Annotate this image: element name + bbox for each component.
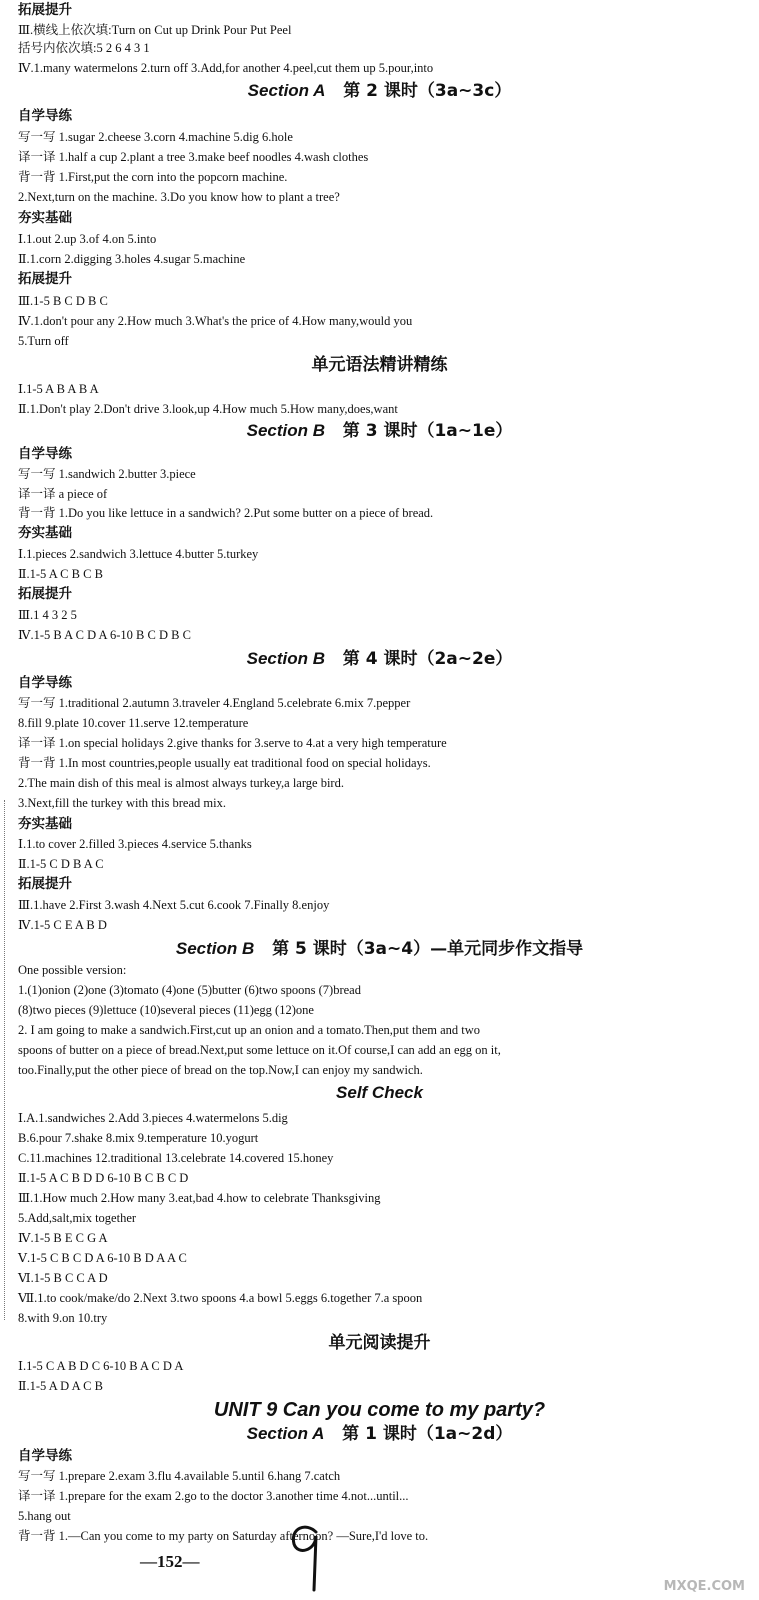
answer-line: Ⅳ.1.don't pour any 2.How much 3.What's the price of 4.How many,would you: [18, 314, 413, 328]
answer-line: 5.Add,salt,mix together: [18, 1211, 137, 1225]
answer-line: 背一背 1.First,put the corn into the popcorn machine.: [18, 170, 288, 184]
heading-extend: 拓展提升: [18, 271, 72, 287]
answer-line: Ⅶ.1.to cook/make/do 2.Next 3.two spoons 4.a bowl 5.eggs 6.together 7.a spoon: [18, 1291, 423, 1305]
page-number: —152—: [140, 1552, 200, 1571]
answer-line: C.11.machines 12.traditional 13.celebrate 14.covered 15.honey: [18, 1151, 334, 1165]
heading-self-study: 自学导练: [18, 446, 72, 462]
margin-dotted-line: [4, 800, 5, 1320]
answer-line: Ⅲ.横线上依次填:Turn on Cut up Drink Pour Put Peel: [18, 23, 292, 37]
answer-line: 8.with 9.on 10.try: [18, 1311, 108, 1325]
handwritten-nine-mark: [286, 1520, 326, 1598]
answer-line: Ⅱ.1-5 A C B C B: [18, 567, 103, 581]
unit-title: UNIT 9 Can you come to my party?: [213, 1399, 546, 1421]
answer-line: Ⅱ.1-5 A C B D D 6-10 B C B C D: [18, 1171, 189, 1185]
section-title: Section B 第 4 课时（2a~2e）: [246, 649, 513, 669]
answer-line: 背一背 1.Do you like lettuce in a sandwich? 2.Put some butter on a piece of bread.: [18, 506, 434, 520]
heading-extend: 拓展提升: [18, 586, 72, 602]
answer-line: One possible version:: [18, 963, 127, 977]
answer-line: Ⅰ.1-5 A B A B A: [18, 382, 99, 396]
answer-line: 译一译 1.on special holidays 2.give thanks for 3.serve to 4.at a very high temperature: [18, 736, 447, 750]
heading-basics: 夯实基础: [18, 525, 72, 541]
heading-self-study: 自学导练: [18, 1448, 72, 1464]
answer-line: 2.Next,turn on the machine. 3.Do you know how to plant a tree?: [18, 190, 340, 204]
answer-line: 2. I am going to make a sandwich.First,cut up an onion and a tomato.Then,put them and two: [18, 1023, 481, 1037]
answer-line: Ⅲ.1.How much 2.How many 3.eat,bad 4.how to celebrate Thanksgiving: [18, 1191, 381, 1205]
answer-line: 译一译 1.prepare for the exam 2.go to the doctor 3.another time 4.not...until...: [18, 1489, 409, 1503]
section-title-grammar: 单元语法精讲精练: [311, 355, 448, 375]
answer-line: 译一译 1.half a cup 2.plant a tree 3.make beef noodles 4.wash clothes: [18, 150, 369, 164]
heading-extend: 拓展提升: [18, 876, 72, 892]
answer-line: 1.(1)onion (2)one (3)tomato (4)one (5)butter (6)two spoons (7)bread: [18, 983, 361, 997]
section-title-reading: 单元阅读提升: [328, 1333, 431, 1353]
answer-line: 括号内依次填:5 2 6 4 3 1: [18, 41, 150, 55]
answer-line: 3.Next,fill the turkey with this bread mix.: [18, 796, 226, 810]
answer-line: 背一背 1.—Can you come to my party on Saturday afternoon? —Sure,I'd love to.: [18, 1529, 429, 1543]
answer-line: 写一写 1.sugar 2.cheese 3.corn 4.machine 5.dig 6.hole: [18, 130, 293, 144]
answer-line: 译一译 a piece of: [18, 487, 108, 501]
watermark: MXQE.COM: [663, 1579, 745, 1594]
heading-self-study: 自学导练: [18, 675, 72, 691]
answer-line: Ⅳ.1-5 C E A B D: [18, 918, 107, 932]
answer-line: 写一写 1.sandwich 2.butter 3.piece: [18, 467, 196, 481]
answer-line: 写一写 1.traditional 2.autumn 3.traveler 4.England 5.celebrate 6.mix 7.pepper: [18, 696, 411, 710]
answer-line: Ⅱ.1.Don't play 2.Don't drive 3.look,up 4.How much 5.How many,does,want: [18, 402, 398, 416]
answer-line: Ⅰ.1.out 2.up 3.of 4.on 5.into: [18, 232, 157, 246]
answer-line: Ⅱ.1-5 A D A C B: [18, 1379, 103, 1393]
answer-line: 5.hang out: [18, 1509, 71, 1523]
answer-line: Ⅴ.1-5 C B C D A 6-10 B D A A C: [18, 1251, 187, 1265]
section-title-self-check: Self Check: [336, 1083, 423, 1102]
section-title: Section B 第 5 课时（3a~4）—单元同步作文指导: [175, 939, 584, 959]
heading-basics: 夯实基础: [18, 210, 72, 226]
answer-line: Ⅰ.1.pieces 2.sandwich 3.lettuce 4.butter 5.turkey: [18, 547, 259, 561]
answer-line: B.6.pour 7.shake 8.mix 9.temperature 10.yogurt: [18, 1131, 259, 1145]
answer-line: (8)two pieces (9)lettuce (10)several pieces (11)egg (12)one: [18, 1003, 314, 1017]
heading-extend: 拓展提升: [18, 2, 72, 18]
answer-line: Ⅰ.1-5 C A B D C 6-10 B A C D A: [18, 1359, 184, 1373]
answer-line: Ⅲ.1.have 2.First 3.wash 4.Next 5.cut 6.cook 7.Finally 8.enjoy: [18, 898, 330, 912]
answer-line: spoons of butter on a piece of bread.Next,put some lettuce on it.Of course,I can add an egg on it,: [18, 1043, 501, 1057]
answer-line: 背一背 1.In most countries,people usually eat traditional food on special holidays.: [18, 756, 431, 770]
answer-line: Ⅲ.1 4 3 2 5: [18, 608, 77, 622]
answer-line: Ⅱ.1-5 C D B A C: [18, 857, 104, 871]
answer-line: Ⅰ.1.to cover 2.filled 3.pieces 4.service 5.thanks: [18, 837, 252, 851]
answer-line: Ⅱ.1.corn 2.digging 3.holes 4.sugar 5.machine: [18, 252, 246, 266]
answer-line: Ⅲ.1-5 B C D B C: [18, 294, 108, 308]
answer-line: Ⅳ.1.many watermelons 2.turn off 3.Add,for another 4.peel,cut them up 5.pour,into: [18, 61, 434, 75]
answer-line: 5.Turn off: [18, 334, 69, 348]
section-title: Section B 第 3 课时（1a~1e）: [246, 421, 513, 441]
section-title: Section A 第 2 课时（3a~3c）: [247, 81, 512, 101]
answer-line: Ⅳ.1-5 B A C D A 6-10 B C D B C: [18, 628, 191, 642]
answer-line: 写一写 1.prepare 2.exam 3.flu 4.available 5.until 6.hang 7.catch: [18, 1469, 341, 1483]
answer-line: Ⅵ.1-5 B C C A D: [18, 1271, 108, 1285]
section-title: Section A 第 1 课时（1a~2d）: [246, 1424, 513, 1444]
heading-self-study: 自学导练: [18, 108, 72, 124]
heading-basics: 夯实基础: [18, 816, 72, 832]
answer-line: Ⅰ.A.1.sandwiches 2.Add 3.pieces 4.watermelons 5.dig: [18, 1111, 288, 1125]
answer-line: 8.fill 9.plate 10.cover 11.serve 12.temperature: [18, 716, 249, 730]
answer-line: 2.The main dish of this meal is almost always turkey,a large bird.: [18, 776, 344, 790]
answer-line: Ⅳ.1-5 B E C G A: [18, 1231, 108, 1245]
answer-line: too.Finally,put the other piece of bread on the top.Now,I can enjoy my sandwich.: [18, 1063, 423, 1077]
